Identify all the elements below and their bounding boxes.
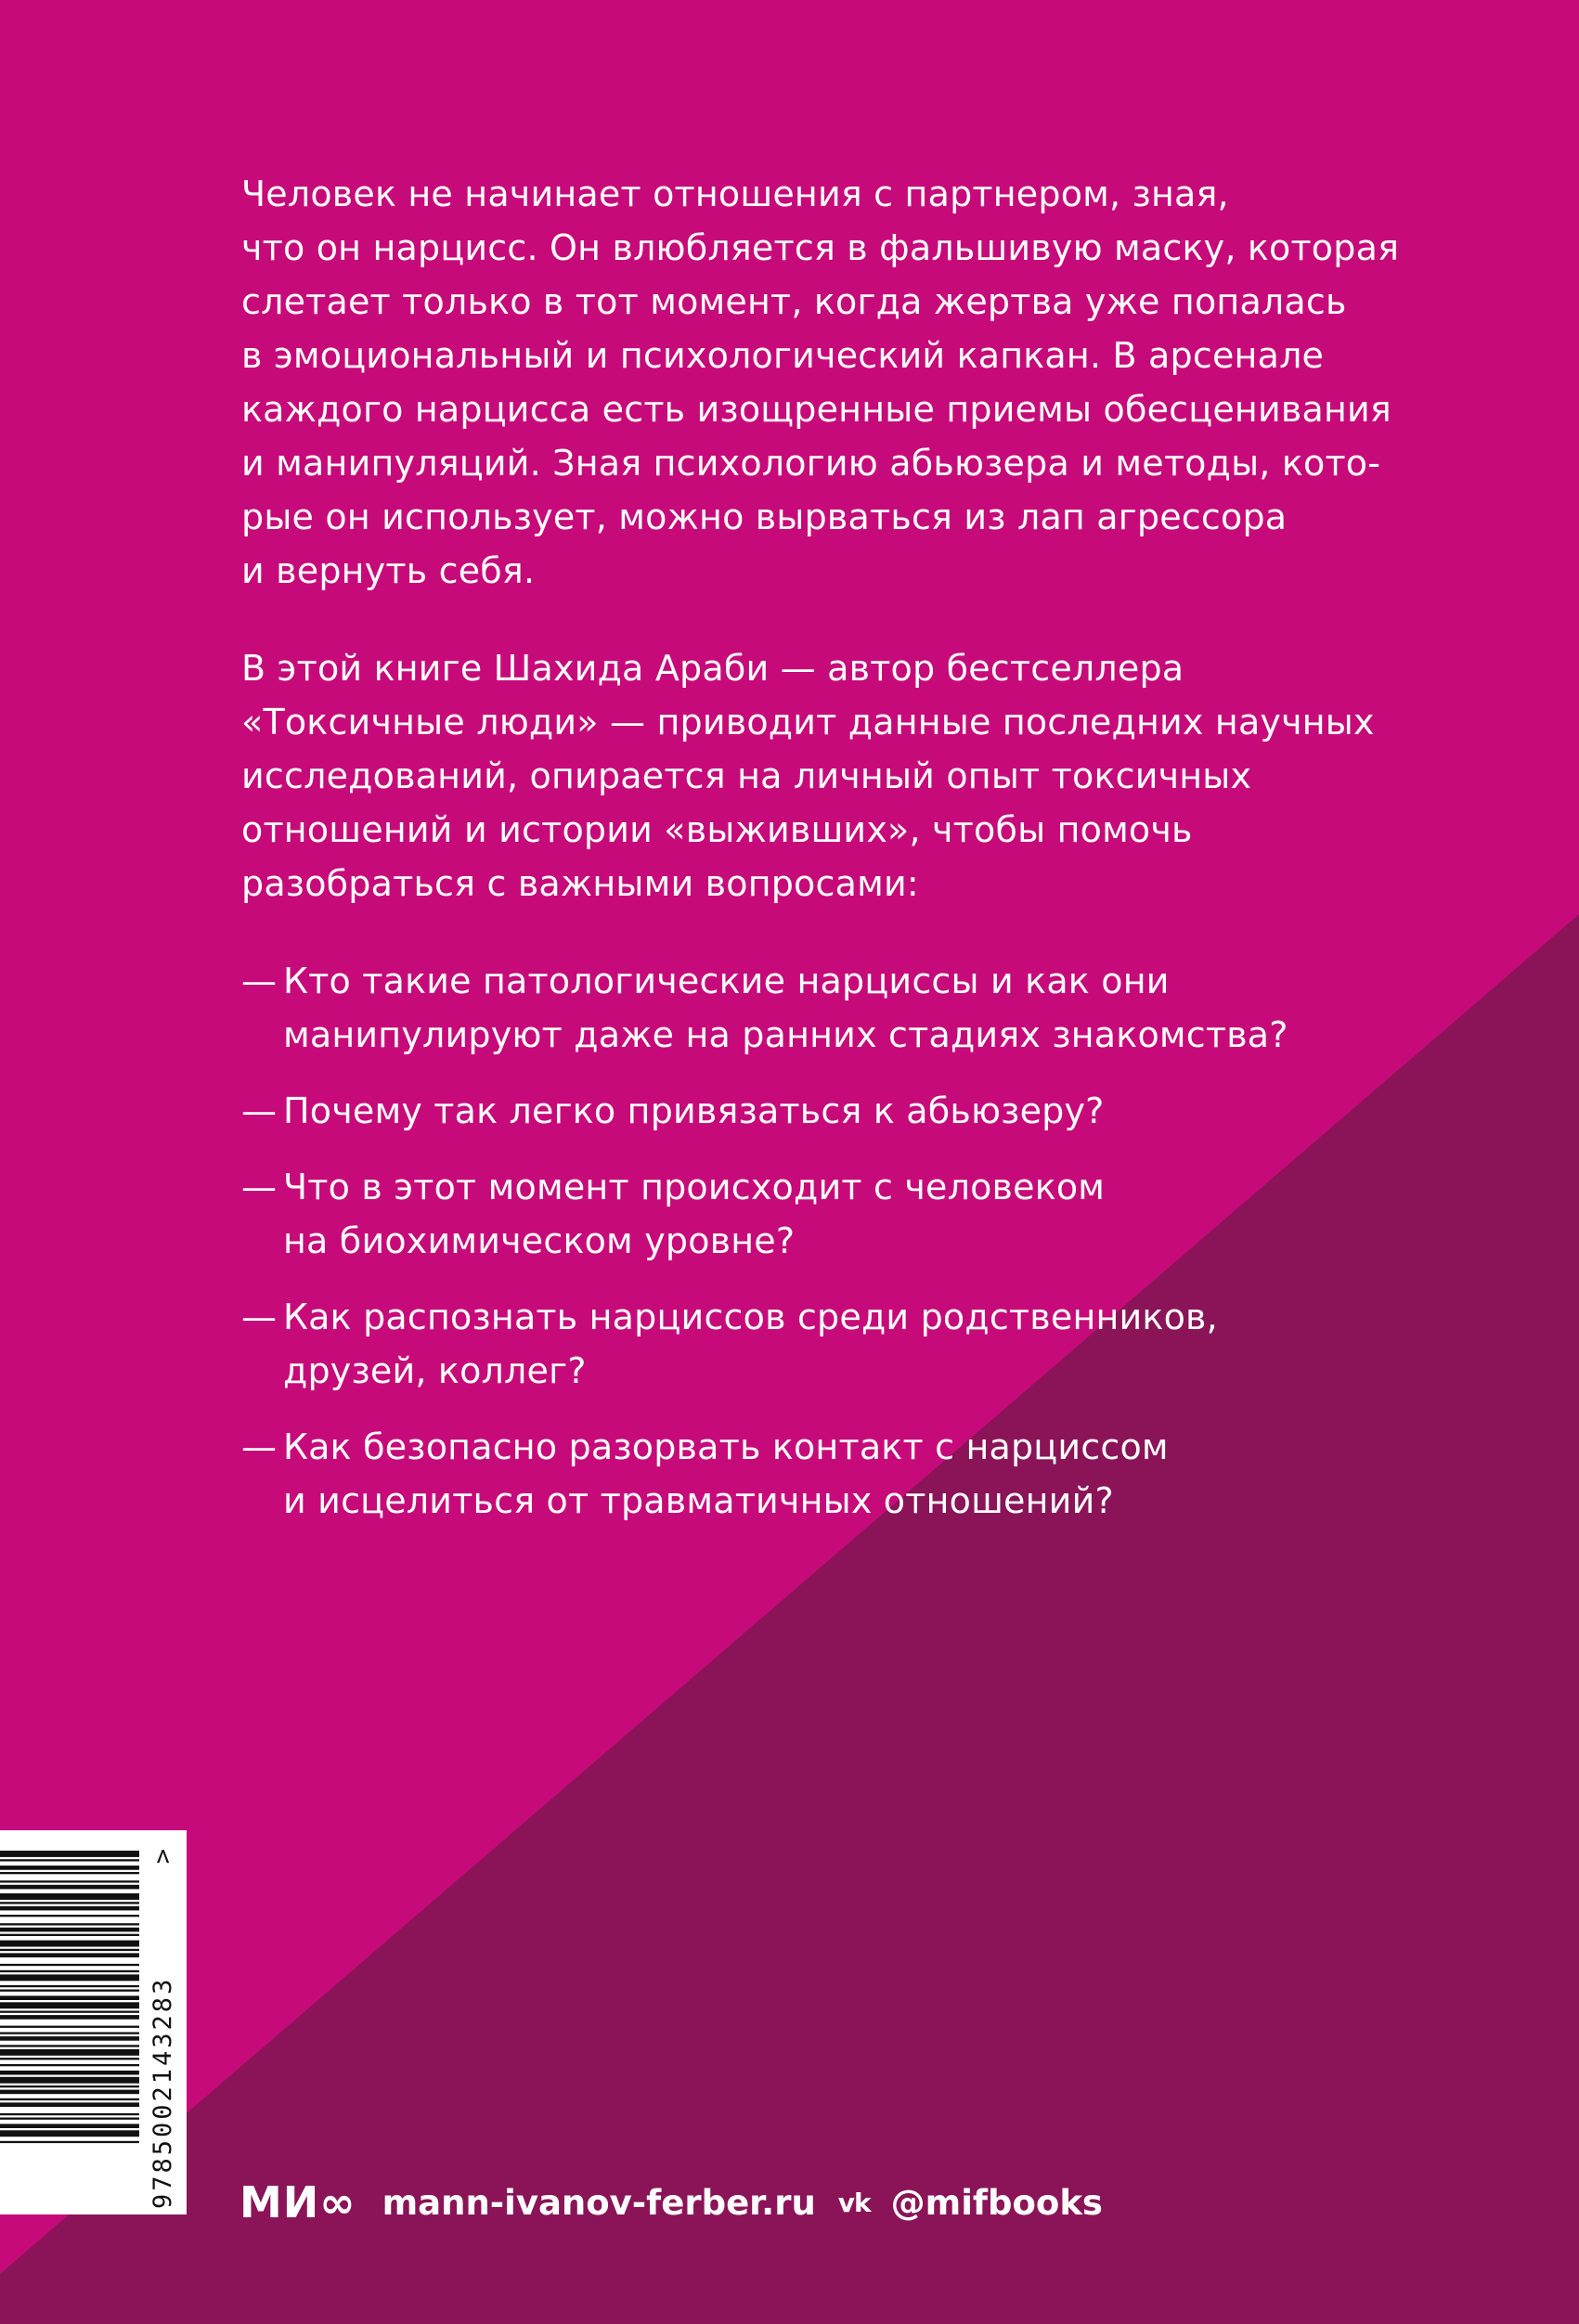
barcode-bar [0,1923,139,1925]
barcode-bar [0,2011,139,2013]
barcode-bar [0,1859,139,1861]
barcode-bar [0,2026,139,2028]
question-line: Почему так легко привязаться к абьюзеру? [283,1091,1105,1131]
question-line: Кто такие патологические нарциссы и как они [283,961,1170,1001]
barcode [0,1830,187,2214]
barcode-bar [0,1866,139,1870]
barcode-bar [0,2071,139,2075]
barcode-bar [0,1872,139,1874]
intro-line: и вернуть себя. [241,550,536,591]
barcode-bar [0,1902,139,1904]
intro-line: Человек не начинает отношения с партнером, зная, [241,174,1229,214]
question-line: манипулируют даже на ранних стадиях знакомства? [283,1014,1288,1055]
barcode-bar [0,1915,139,1917]
barcode-bar [0,1934,139,1936]
barcode-bar [0,2085,139,2087]
barcode-bar [0,2077,139,2084]
publisher-footer [239,2176,1103,2228]
barcode-digits: 9785002143283 [149,1976,177,2209]
barcode-bar [0,2090,139,2095]
intro-line: и манипуляций. Зная психологию абьюзера и методы, кото- [241,443,1381,484]
barcode-bar [0,2033,139,2034]
barcode-bar [0,1949,139,1951]
question-line: и исцелиться от травматичных отношений? [283,1480,1114,1521]
dash-bullet: — [241,1167,278,1207]
about-line: «Токсичные люди» — приводит данные последних научных [241,702,1375,742]
intro-line: в эмоциональный и психологический капкан. В арсенале [241,335,1325,376]
barcode-bar [0,2002,139,2008]
question-line: Как безопасно разорвать контакт с нарциссом [283,1427,1169,1467]
dash-bullet: — [241,1427,278,1467]
intro-line: что он нарцисс. Он влюбляется в фальшивую маску, которая [241,227,1400,268]
vk-icon[interactable]: vk [837,2187,871,2218]
about-paragraph [241,641,1374,910]
barcode-bar [0,1985,139,1987]
barcode-bar [0,2058,139,2059]
about-line: В этой книге Шахида Араби — автор бестселлера [241,648,1184,689]
barcode-bar [0,2049,139,2056]
barcode-bar [0,1851,139,1857]
barcode-bar [0,2118,139,2120]
question-line: друзей, коллег? [283,1350,587,1391]
dash-bullet: — [241,961,278,1001]
intro-line: слетает только в тот момент, когда жертва уже попалась [241,281,1347,322]
intro-line: рые он использует, можно вырваться из лап агрессора [241,497,1288,537]
barcode-bar [0,1885,139,1890]
barcode-bar [0,1990,139,1992]
description-text [241,167,1400,1550]
barcode-bar [0,1974,139,1981]
question-item [241,1290,1374,1398]
question-item [241,954,1374,1062]
questions-list [241,954,1374,1528]
barcode-bar [0,1964,139,1966]
barcode-bar [0,1941,139,1947]
barcode-bar [0,1928,139,1932]
intro-paragraph [241,167,1400,598]
question-line: на биохимическом уровне? [283,1220,796,1261]
barcode-bar [0,2015,139,2020]
barcode-bar [0,2141,139,2143]
barcode-bar [0,2045,139,2046]
barcode-bar [0,2124,139,2128]
barcode-bar [0,1893,139,1900]
dash-bullet: — [241,1297,278,1337]
barcode-bar [0,2130,139,2137]
mif-logo: МИ∞ [239,2177,356,2227]
about-line: разобраться с важными вопросами: [241,863,919,904]
question-item [241,1084,1374,1138]
dash-bullet: — [241,1091,278,1131]
question-line: Как распознать нарциссов среди родственников, [283,1297,1218,1337]
about-line: отношений и истории «выживших», чтобы помочь [241,809,1193,850]
barcode-bar [0,1953,139,1957]
barcode-bar [0,1880,139,1882]
barcode-marker: > [149,1849,177,1865]
barcode-bar [0,2064,139,2066]
barcode-bar [0,1970,139,1972]
barcode-bar [0,2098,139,2100]
barcode-bar [0,2113,139,2115]
question-item [241,1160,1374,1268]
barcode-graphic [0,1830,187,2214]
barcode-bar [0,1995,139,2000]
intro-line: каждого нарцисса есть изощренные приемы обесценивания [241,389,1391,430]
website-link[interactable]: mann-ivanov-ferber.ru [382,2182,816,2223]
question-item [241,1420,1374,1528]
barcode-bar [0,2102,139,2107]
barcode-bar [0,1906,139,1911]
social-handle[interactable]: @mifbooks [890,2182,1103,2223]
barcode-bar [0,2036,139,2041]
about-line: исследований, опирается на личный опыт токсичных [241,755,1252,796]
question-line: Что в этот момент происходит с человеком [283,1167,1106,1207]
